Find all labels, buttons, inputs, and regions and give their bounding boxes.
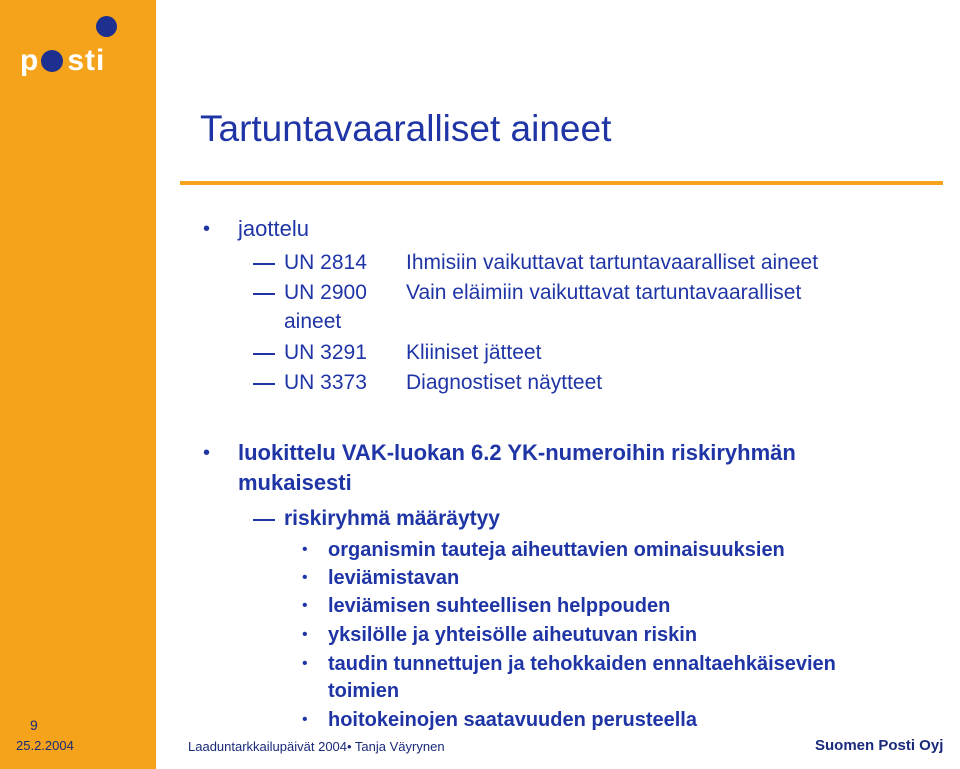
section2-heading-line1: luokittelu VAK-luokan 6.2 YK-numeroihin riskiryhmän: [238, 440, 796, 465]
bullet-icon: •: [302, 541, 308, 558]
dash-icon: [253, 353, 275, 355]
list-item-continuation: toimien: [328, 680, 400, 702]
logo-text-right: sti: [67, 44, 106, 77]
list-item: UN 2900 Vain eläimiin vaikuttavat tartuntavaaralliset: [284, 281, 802, 304]
list-item: UN 3291 Kliiniset jätteet: [284, 341, 542, 364]
list-item: hoitokeinojen saatavuuden perusteella: [328, 709, 697, 731]
logo-text-left: p: [20, 44, 40, 77]
section2-heading-line2: mukaisesti: [238, 470, 352, 495]
footer-presentation: Laaduntarkkailupäivät 2004• Tanja Väyrynen: [188, 739, 445, 754]
bullet-icon: •: [302, 655, 308, 672]
list-item: yksilölle ja yhteisölle aiheutuvan riskin: [328, 624, 698, 646]
dash-icon: [253, 293, 275, 295]
list-item: taudin tunnettujen ja tehokkaiden ennaltaehkäisevien: [328, 653, 836, 675]
list-item: UN 2814 Ihmisiin vaikuttavat tartuntavaaralliset aineet: [284, 251, 819, 274]
dash-icon: [253, 519, 275, 521]
dash-icon: [253, 383, 275, 385]
footer-company: Suomen Posti Oyj: [815, 737, 944, 754]
bullet-icon: •: [302, 597, 308, 614]
page-number: 9: [30, 717, 38, 733]
footer-date: 25.2.2004: [16, 738, 74, 753]
list-item: organismin tauteja aiheuttavien ominaisuuksien: [328, 539, 785, 561]
dash-icon: [253, 263, 275, 265]
bullet-icon: •: [302, 711, 308, 728]
section2-sub: riskiryhmä määräytyy: [284, 507, 500, 530]
bullet-icon: •: [203, 218, 211, 240]
list-item: UN 3373 Diagnostiset näytteet: [284, 371, 603, 394]
list-item-continuation: aineet: [284, 310, 342, 333]
section1-heading: jaottelu: [238, 216, 309, 241]
list-item: leviämistavan: [328, 567, 460, 589]
bullet-icon: •: [203, 442, 211, 464]
slide-title: Tartuntavaaralliset aineet: [200, 108, 612, 149]
bullet-icon: •: [302, 569, 308, 586]
bullet-icon: •: [302, 626, 308, 643]
list-item: leviämisen suhteellisen helppouden: [328, 595, 671, 617]
